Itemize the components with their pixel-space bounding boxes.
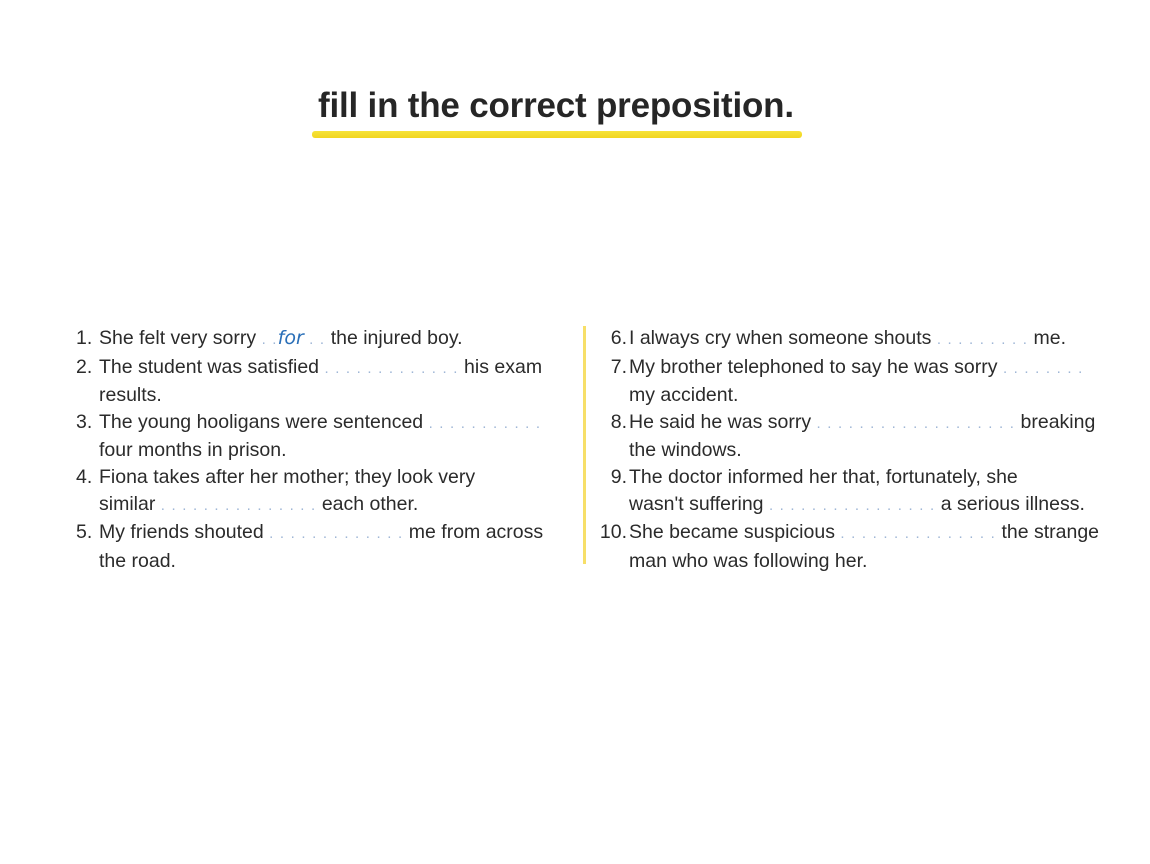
item-text: My brother telephoned to say he was sorry — [629, 355, 1003, 378]
item-line — [629, 491, 1116, 520]
item-line — [629, 548, 1116, 575]
answer-blank[interactable]: . . . . . . . . . . . . . . . — [840, 525, 997, 543]
exercise-item — [596, 325, 1116, 354]
exercise-column-right — [596, 325, 1116, 574]
item-text: The student was satisfied — [99, 355, 325, 378]
item-number: 6. — [610, 327, 627, 349]
exercise-item — [76, 519, 566, 574]
item-text: me. — [1028, 327, 1066, 349]
item-text: man who was following her. — [629, 549, 868, 572]
answer-blank[interactable]: . . — [261, 331, 278, 348]
item-line — [99, 325, 566, 354]
item-text: four months in prison. — [99, 439, 287, 462]
item-line — [99, 464, 566, 491]
item-line — [99, 409, 566, 438]
item-line — [99, 548, 566, 575]
item-text: wasn't suffering — [629, 492, 769, 515]
item-text: similar — [99, 492, 161, 515]
item-line — [99, 491, 566, 520]
item-number: 1. — [76, 327, 93, 349]
answer-blank[interactable]: . . . . . . . . — [1002, 359, 1084, 377]
answer-blank[interactable]: . . . . . . . . . . . . . — [269, 525, 404, 543]
exercise-item — [76, 354, 566, 409]
item-text: Fiona takes after her mother; they look very — [99, 465, 476, 488]
item-text: a serious illness. — [935, 492, 1085, 515]
title-highlight-bar — [312, 131, 802, 138]
exercise-item — [596, 519, 1116, 574]
answer-blank[interactable]: . . . . . . . . . . . . . . . . . . . — [816, 414, 1016, 432]
item-text: I always cry when someone shouts — [629, 327, 937, 349]
item-text: his exam — [458, 355, 543, 378]
item-text: The doctor informed her that, fortunately, she — [629, 465, 1018, 488]
item-number: 3. — [76, 410, 93, 433]
item-text: the road. — [99, 549, 176, 572]
item-text: results. — [99, 384, 162, 407]
column-divider — [583, 326, 586, 564]
exercise-item — [596, 354, 1116, 409]
answer-blank[interactable]: . . — [303, 331, 326, 348]
item-number: 8. — [610, 410, 627, 433]
item-text: My friends shouted — [99, 521, 270, 544]
item-text: The young hooligans were sentenced — [99, 410, 429, 433]
item-number: 10. — [599, 521, 627, 544]
answer-blank[interactable]: . . . . . . . . . . . . . . . — [160, 496, 317, 514]
exercise-item — [596, 464, 1116, 519]
item-line — [99, 519, 566, 548]
title-block — [312, 84, 802, 142]
item-text: the windows. — [629, 439, 742, 462]
answer-blank[interactable]: . . . . . . . . . . . . . — [324, 359, 459, 377]
item-number: 5. — [76, 521, 93, 544]
item-text: She felt very sorry — [99, 327, 262, 349]
item-number: 7. — [610, 355, 627, 378]
exercise-item — [76, 325, 566, 354]
item-number: 2. — [76, 355, 93, 378]
item-text: She became suspicious — [629, 521, 841, 544]
filled-answer: for — [277, 327, 304, 349]
item-line — [629, 325, 1116, 354]
item-line — [629, 437, 1116, 464]
exercise-column-left — [76, 325, 566, 574]
item-line — [629, 354, 1116, 383]
item-number: 9. — [610, 465, 627, 488]
item-text: the injured boy. — [325, 327, 463, 349]
item-text: each other. — [316, 492, 419, 515]
item-line — [629, 382, 1116, 409]
answer-blank[interactable]: . . . . . . . . . — [936, 331, 1029, 348]
item-line — [99, 354, 566, 383]
item-text: my accident. — [629, 384, 739, 407]
item-text: the strange — [996, 521, 1100, 544]
item-number: 4. — [76, 465, 93, 488]
page-title: fill in the correct preposition. — [318, 86, 794, 125]
item-text: He said he was sorry — [629, 410, 817, 433]
item-line — [629, 464, 1116, 491]
item-text: breaking — [1015, 410, 1096, 433]
item-line — [629, 409, 1116, 438]
item-text: me from across — [403, 521, 544, 544]
exercise-item — [76, 409, 566, 464]
answer-blank[interactable]: . . . . . . . . . . . — [428, 414, 542, 432]
item-line — [99, 382, 566, 409]
exercise-item — [76, 464, 566, 519]
exercise-item — [596, 409, 1116, 464]
item-line — [99, 437, 566, 464]
answer-blank[interactable]: . . . . . . . . . . . . . . . . — [768, 496, 936, 514]
item-line — [629, 519, 1116, 548]
